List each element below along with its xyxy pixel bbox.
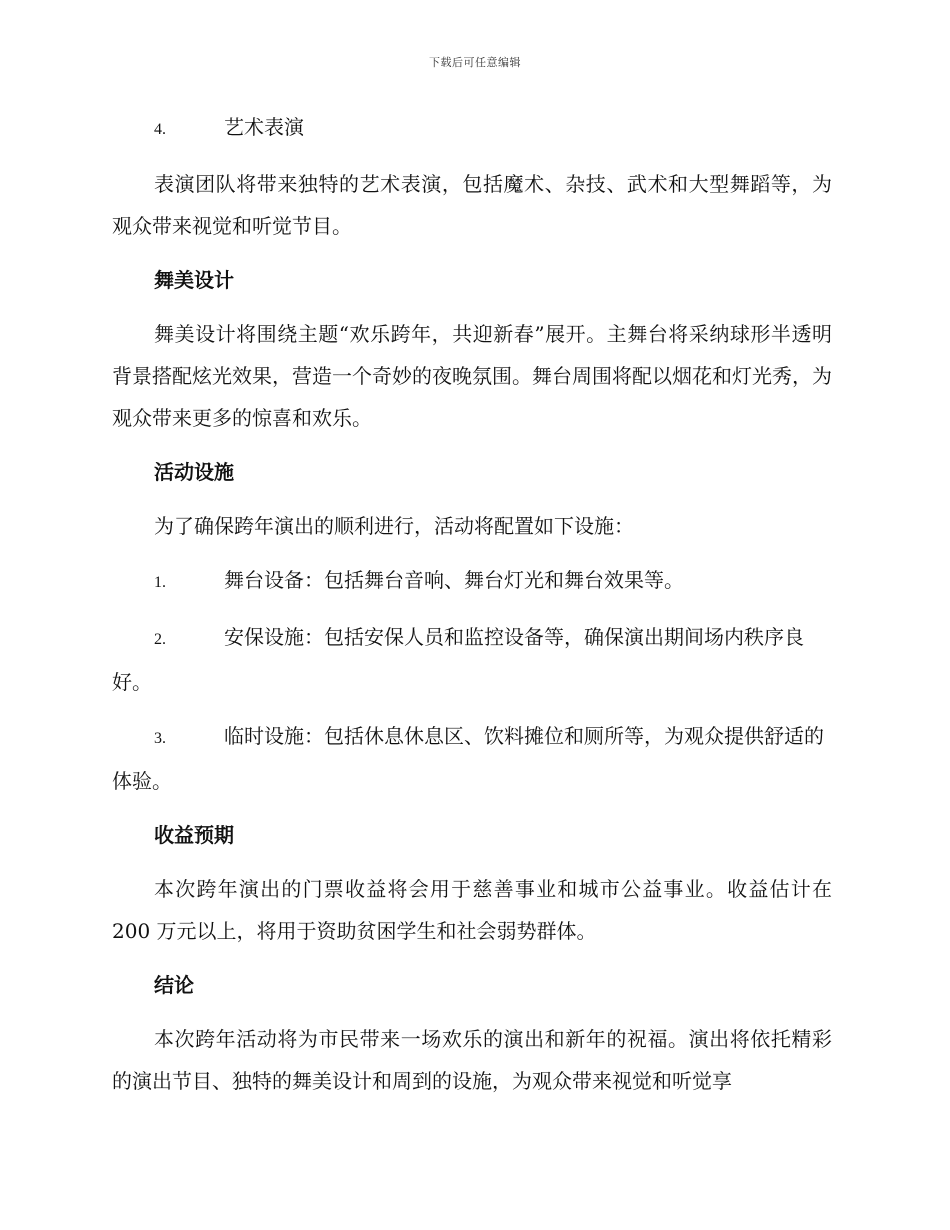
paragraph-art-performance: 表演团队将带来独特的艺术表演，包括魔术、杂技、武术和大型舞蹈等，为观众带来视觉和听觉节目。 (112, 172, 832, 238)
page-header: 下载后可任意编辑 (429, 56, 521, 69)
numbered-item-art-performance (112, 106, 832, 151)
list-item-text: 临时设施：包括休息休息区、饮料摊位和厕所等，为观众提供舒适的体验。 (112, 724, 824, 793)
list-number: 1. (154, 574, 166, 591)
list-item-text: 舞台设备：包括舞台音响、舞台灯光和舞台效果等。 (224, 568, 684, 592)
list-number: 3. (154, 730, 166, 747)
paragraph-stage-design: 舞美设计将围绕主题“欢乐跨年，共迎新春”展开。主舞台将采纳球形半透明背景搭配炫光效果，营造一个奇妙的夜晚氛围。舞台周围将配以烟花和灯光秀，为观众带来更多的惊喜和欢乐。 (112, 322, 832, 430)
section-heading-facilities: 活动设施 (154, 460, 234, 484)
list-item-text: 艺术表演 (224, 115, 304, 139)
paragraph-revenue: 本次跨年演出的门票收益将会用于慈善事业和城市公益事业。收益估计在 200 万元以上，将用于资助贫困学生和社会弱势群体。 (112, 877, 832, 943)
numbered-item-temporary (112, 715, 832, 802)
paragraph-conclusion: 本次跨年活动将为市民带来一场欢乐的演出和新年的祝福。演出将依托精彩的演出节目、独特的舞美设计和周到的设施，为观众带来视觉和听觉享 (112, 1027, 832, 1093)
numbered-item-stage-equipment (112, 559, 832, 604)
list-number: 4. (154, 121, 166, 138)
section-heading-stage-design: 舞美设计 (154, 268, 234, 292)
section-heading-revenue: 收益预期 (154, 823, 234, 847)
list-number: 2. (154, 631, 166, 648)
document-body (112, 106, 832, 1114)
list-item-text: 安保设施：包括安保人员和监控设备等，确保演出期间场内秩序良好。 (112, 625, 804, 694)
paragraph-facilities-intro: 为了确保跨年演出的顺利进行，活动将配置如下设施： (154, 514, 634, 538)
numbered-item-security (112, 616, 832, 703)
section-heading-conclusion: 结论 (154, 973, 194, 997)
